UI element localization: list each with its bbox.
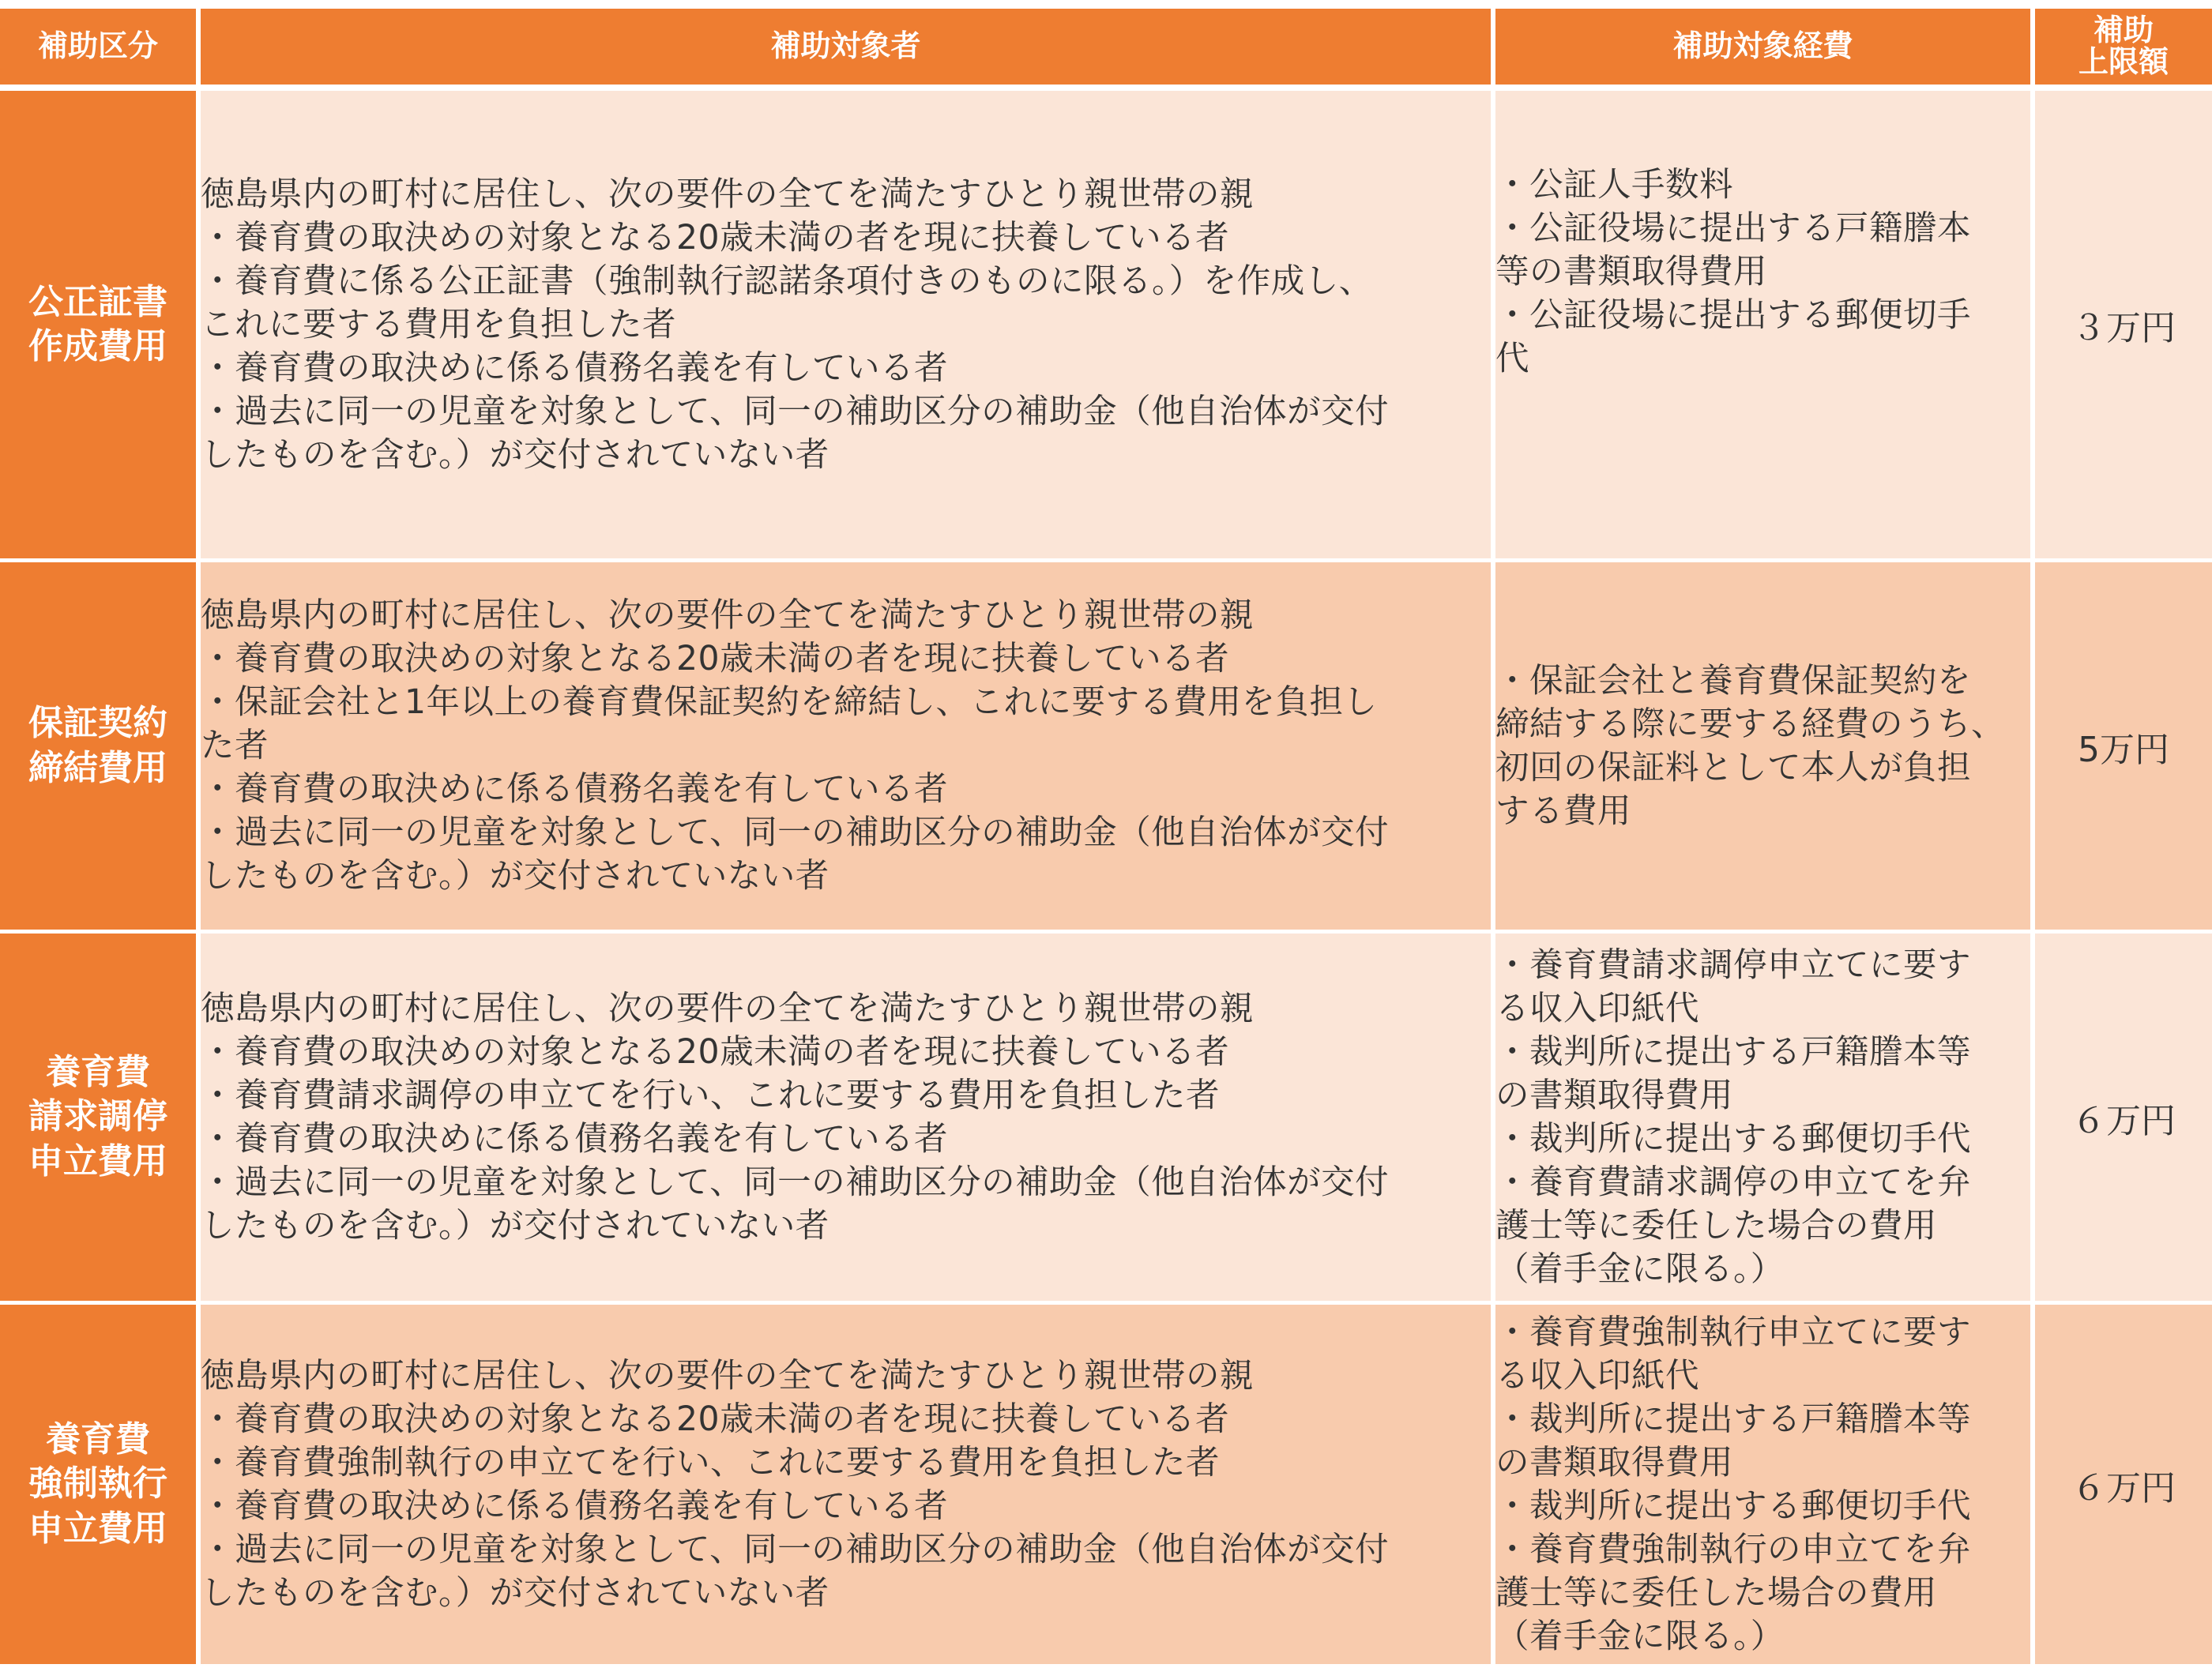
expenses-line: する費用 (1495, 791, 1632, 831)
subjects-line: ・過去に同一の児童を対象として、同一の補助区分の補助金（他自治体が交付 (201, 1530, 1390, 1569)
expenses-line: 初回の保証料として本人が負担 (1495, 748, 1972, 787)
table-row (0, 91, 2212, 562)
expenses-line: ・養育費強制執行申立てに要す (1495, 1313, 1972, 1352)
expenses-line: る収入印紙代 (1495, 989, 1700, 1028)
header-limit-line1: 補助 (2093, 13, 2154, 48)
category-line: 保証契約 (28, 703, 167, 744)
expenses-line: の書類取得費用 (1495, 1443, 1734, 1482)
expenses-line: ・公証役場に提出する戸籍謄本 (1495, 209, 1972, 248)
amount-cell: ６万円 (2035, 1305, 2212, 1668)
expenses-cell (1495, 562, 2035, 934)
subjects-line: ・養育費の取決めの対象となる20歳未満の者を現に扶養している者 (201, 1399, 1230, 1439)
subjects-line: したものを含む。）が交付されていない者 (201, 1573, 830, 1613)
subjects-line: た者 (201, 727, 269, 765)
subjects-cell (201, 91, 1495, 562)
header-row (0, 9, 2212, 91)
subjects-line: ・養育費に係る公正証書（強制執行認諾条項付きのものに限る。）を作成し、 (201, 261, 1373, 301)
amount-cell: ６万円 (2035, 934, 2212, 1305)
expenses-line: る収入印紙代 (1495, 1356, 1700, 1396)
table-row (0, 562, 2212, 934)
header-category: 補助区分 (0, 9, 201, 91)
expenses-line: 締結する際に要する経費のうち、 (1495, 704, 2006, 744)
subjects-line: 徳島県内の町村に居住し、次の要件の全てを満たすひとり親世帯の親 (201, 989, 1255, 1028)
subjects-line: ・養育費の取決めに係る債務名義を有している者 (201, 1486, 949, 1526)
expenses-line: ・裁判所に提出する郵便切手代 (1495, 1486, 1972, 1526)
category-cell (0, 91, 201, 562)
expenses-line: 護士等に委任した場合の費用 (1495, 1206, 1938, 1245)
subjects-line: 徳島県内の町村に居住し、次の要件の全てを満たすひとり親世帯の親 (201, 596, 1255, 635)
category-line: 公正証書 (28, 281, 167, 322)
expenses-line: （着手金に限る。） (1495, 1617, 1785, 1656)
expenses-cell (1495, 91, 2035, 562)
subjects-line: したものを含む。）が交付されていない者 (201, 1206, 830, 1245)
subjects-line: したものを含む。）が交付されていない者 (201, 857, 830, 896)
subjects-line: ・保証会社と1年以上の養育費保証契約を締結し、これに要する費用を負担し (201, 683, 1378, 722)
header-expenses: 補助対象経費 (1495, 9, 2035, 91)
subsidy-table (0, 9, 2212, 1668)
subjects-line: したものを含む。）が交付されていない者 (201, 435, 830, 475)
expenses-cell (1495, 1305, 2035, 1668)
category-line: 養育費 (46, 1419, 150, 1460)
subjects-cell (201, 562, 1495, 934)
expenses-line: ・公証人手数料 (1495, 166, 1734, 205)
subjects-line: 徳島県内の町村に居住し、次の要件の全てを満たすひとり親世帯の親 (201, 175, 1255, 214)
expenses-cell (1495, 934, 2035, 1305)
expenses-line: 代 (1495, 340, 1530, 378)
expenses-line: ・養育費請求調停の申立てを弁 (1495, 1163, 1972, 1202)
category-cell (0, 1305, 201, 1668)
expenses-line: ・養育費請求調停申立てに要す (1495, 945, 1972, 985)
subjects-line: ・過去に同一の児童を対象として、同一の補助区分の補助金（他自治体が交付 (201, 392, 1390, 431)
expenses-line: ・裁判所に提出する戸籍謄本等 (1495, 1399, 1972, 1439)
category-line: 締結費用 (28, 747, 167, 788)
amount-cell: ３万円 (2035, 91, 2212, 562)
subjects-line: ・養育費の取決めに係る債務名義を有している者 (201, 348, 949, 388)
expenses-line: ・裁判所に提出する戸籍謄本等 (1495, 1032, 1972, 1072)
category-cell (0, 934, 201, 1305)
category-cell (0, 562, 201, 934)
subjects-line: ・養育費請求調停の申立てを行い、これに要する費用を負担した者 (201, 1076, 1221, 1115)
expenses-line: ・公証役場に提出する郵便切手 (1495, 296, 1972, 335)
category-line: 強制執行 (28, 1463, 167, 1505)
subjects-line: ・養育費の取決めに係る債務名義を有している者 (201, 1119, 949, 1159)
category-line: 請求調停 (28, 1096, 167, 1137)
expenses-line: ・保証会社と養育費保証契約を (1495, 661, 1972, 701)
subjects-cell (201, 934, 1495, 1305)
subjects-line: 徳島県内の町村に居住し、次の要件の全てを満たすひとり親世帯の親 (201, 1356, 1255, 1396)
amount-cell: 5万円 (2035, 562, 2212, 934)
category-line: 申立費用 (28, 1140, 167, 1182)
expenses-line: ・養育費強制執行の申立てを弁 (1495, 1530, 1972, 1569)
subjects-line: ・養育費の取決めの対象となる20歳未満の者を現に扶養している者 (201, 218, 1230, 257)
header-limit-line2: 上限額 (2078, 44, 2169, 79)
category-line: 養育費 (46, 1052, 150, 1093)
subjects-line: ・過去に同一の児童を対象として、同一の補助区分の補助金（他自治体が交付 (201, 1163, 1390, 1202)
subjects-line: ・過去に同一の児童を対象として、同一の補助区分の補助金（他自治体が交付 (201, 813, 1390, 852)
expenses-line: （着手金に限る。） (1495, 1249, 1785, 1289)
subjects-line: ・養育費の取決めに係る債務名義を有している者 (201, 770, 949, 809)
category-line: 作成費用 (28, 326, 167, 366)
subjects-line: ・養育費強制執行の申立てを行い、これに要する費用を負担した者 (201, 1443, 1221, 1482)
header-limit (2035, 9, 2212, 91)
subjects-line: これに要する費用を負担した者 (201, 305, 677, 344)
subjects-line: ・養育費の取決めの対象となる20歳未満の者を現に扶養している者 (201, 640, 1230, 678)
table-row (0, 1305, 2212, 1668)
subjects-line: ・養育費の取決めの対象となる20歳未満の者を現に扶養している者 (201, 1032, 1230, 1072)
expenses-line: ・裁判所に提出する郵便切手代 (1495, 1119, 1972, 1159)
header-subjects: 補助対象者 (201, 9, 1495, 91)
subjects-cell (201, 1305, 1495, 1668)
category-line: 申立費用 (28, 1508, 167, 1549)
expenses-line: の書類取得費用 (1495, 1076, 1734, 1115)
table-row (0, 934, 2212, 1305)
expenses-line: 護士等に委任した場合の費用 (1495, 1573, 1938, 1613)
expenses-line: 等の書類取得費用 (1495, 253, 1768, 291)
